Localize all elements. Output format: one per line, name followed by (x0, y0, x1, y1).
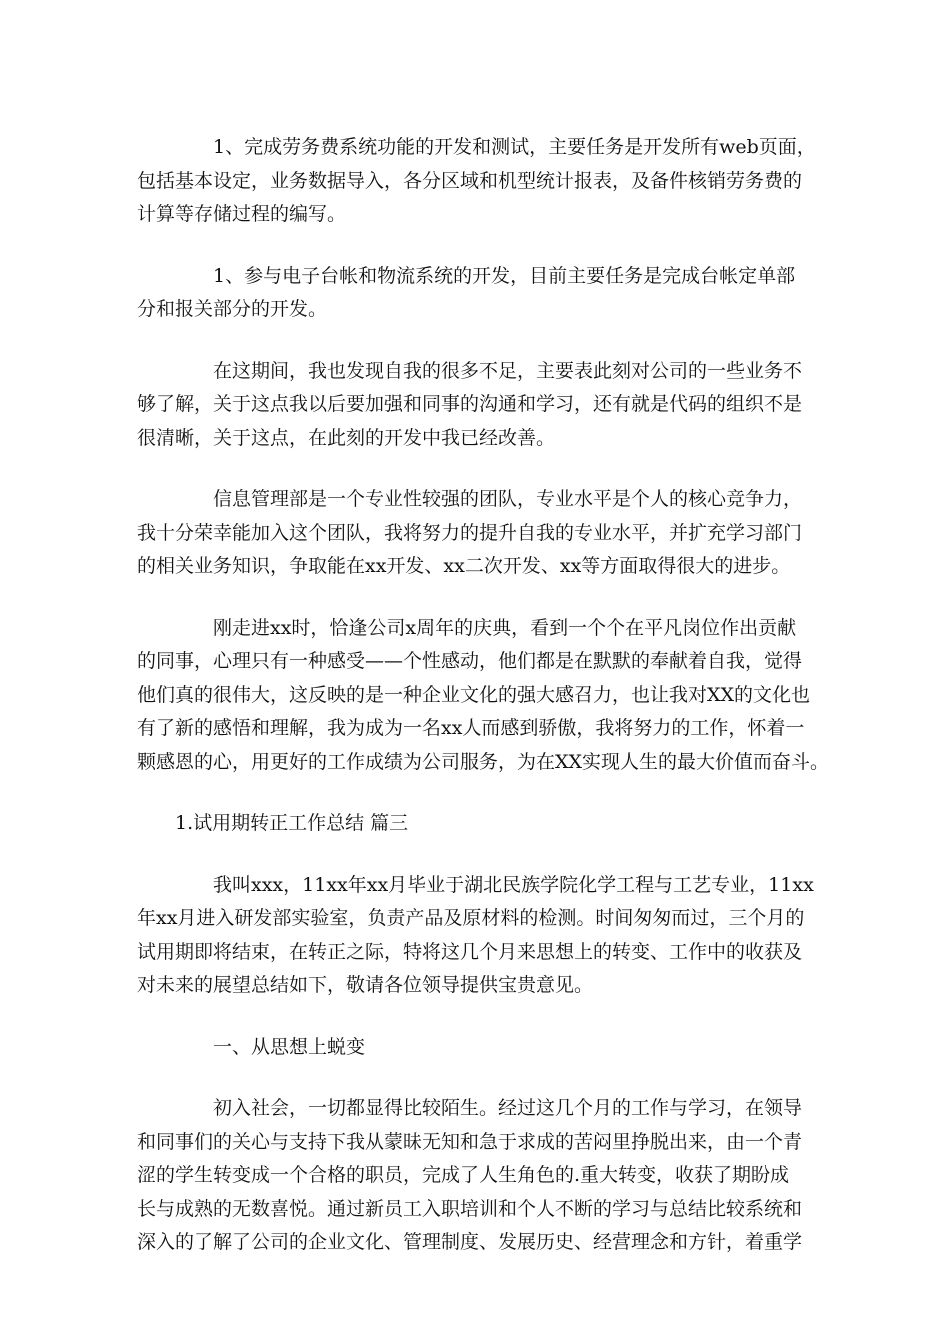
paragraph-line: 的相关业务知识，争取能在xx开发、xx二次开发、xx等方面取得很大的进步。 (137, 555, 791, 577)
paragraph-line: 涩的学生转变成一个合格的职员，完成了人生角色的.重大转变，收获了期盼成 (137, 1164, 790, 1186)
paragraph-6 (137, 869, 837, 1003)
paragraph-line: 和同事们的关心与支持下我从蒙昧无知和急于求成的苦闷里挣脱出来，由一个青 (137, 1130, 803, 1153)
document-page (137, 131, 837, 1288)
paragraph-line: 试用期即将结束，在转正之际，特将这几个月来思想上的转变、工作中的收获及 (137, 940, 803, 963)
paragraph-7 (137, 1092, 837, 1260)
paragraph-line: 的同事，心理只有一种感受——个性感动，他们都是在默默的奉献着自我，觉得 (137, 650, 803, 672)
paragraph-4 (137, 483, 837, 584)
paragraph-line: 他们真的很伟大，这反映的是一种企业文化的强大感召力，也让我对XX的文化也 (137, 683, 811, 706)
paragraph-2 (137, 260, 837, 327)
paragraph-line: 1、完成劳务费系统功能的开发和测试，主要任务是开发所有web页面， (213, 136, 816, 158)
paragraph-line: 计算等存储过程的编写。 (137, 203, 347, 225)
paragraph-3 (137, 355, 837, 456)
paragraph-line: 长与成熟的无数喜悦。通过新员工入职培训和个人不断的学习与总结比较系统和 (137, 1197, 803, 1220)
heading-text: 1.试用期转正工作总结 篇三 (175, 812, 409, 834)
paragraph-line: 1、参与电子台帐和物流系统的开发，目前主要任务是完成台帐定单部 (213, 264, 796, 287)
paragraph-line: 在这期间，我也发现自我的很多不足，主要表此刻对公司的一些业务不 (213, 359, 803, 382)
paragraph-line: 我叫xxx，11xx年xx月毕业于湖北民族学院化学工程与工艺专业，11xx (213, 873, 814, 896)
section-heading (137, 807, 837, 841)
paragraph-line: 分和报关部分的开发。 (137, 298, 328, 320)
paragraph-line: 刚走进xx时，恰逢公司x周年的庆典，看到一个个在平凡岗位作出贡献 (213, 616, 797, 639)
paragraph-1 (137, 131, 837, 232)
paragraph-line: 我十分荣幸能加入这个团队，我将努力的提升自我的专业水平，并扩充学习部门 (137, 521, 803, 544)
paragraph-line: 有了新的感悟和理解，我为成为一名xx人而感到骄傲，我将努力的工作，怀着一 (137, 717, 805, 739)
paragraph-line: 深入的了解了公司的企业文化、管理制度、发展历史、经营理念和方针，着重学 (137, 1231, 803, 1253)
paragraph-line: 包括基本设定，业务数据导入，各分区域和机型统计报表，及备件核销劳务费的 (137, 169, 803, 192)
paragraph-line: 年xx月进入研发部实验室，负责产品及原材料的检测。时间匆匆而过，三个月的 (137, 907, 805, 929)
subheading (137, 1031, 837, 1065)
paragraph-line: 颗感恩的心，用更好的工作成绩为公司服务，为在XX实现人生的最大价值而奋斗。 (137, 750, 830, 773)
paragraph-line: 够了解，关于这点我以后要加强和同事的沟通和学习，还有就是代码的组织不是 (137, 393, 803, 415)
paragraph-line: 对未来的展望总结如下，敬请各位领导提供宝贵意见。 (137, 974, 594, 996)
paragraph-line: 很清晰，关于这点，在此刻的开发中我已经改善。 (137, 426, 556, 449)
paragraph-5 (137, 612, 837, 780)
paragraph-line: 信息管理部是一个专业性较强的团队，专业水平是个人的核心竞争力， (213, 488, 803, 510)
subheading-text: 一、从思想上蜕变 (213, 1035, 366, 1058)
paragraph-line: 初入社会，一切都显得比较陌生。经过这几个月的工作与学习，在领导 (213, 1097, 803, 1119)
